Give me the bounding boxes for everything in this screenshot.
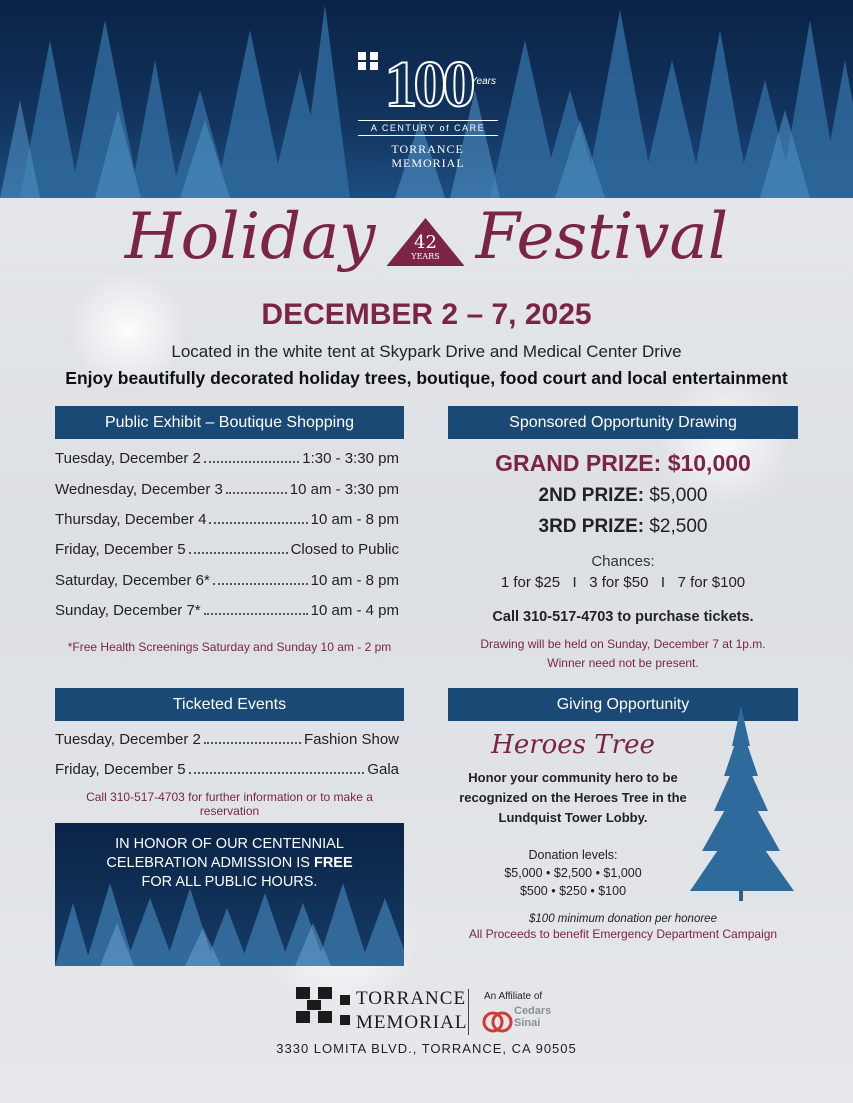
ticketed-event: Gala (367, 761, 399, 778)
chances-label: Chances: (591, 553, 655, 570)
proceeds-note: All Proceeds to benefit Emergency Department Campaign (468, 927, 778, 941)
schedule-hours: 10 am - 8 pm (310, 572, 399, 589)
second-prize-label: 2ND PRIZE: (538, 485, 645, 506)
cedars-line-2: Sinai (514, 1017, 541, 1029)
honor-line-3: FOR ALL PUBLIC HOURS. (141, 874, 318, 890)
grand-prize-label: GRAND PRIZE: (495, 450, 662, 476)
schedule-day: Thursday, December 4 (55, 511, 207, 528)
ticketed-day: Tuesday, December 2 (55, 731, 201, 748)
heroes-tree-title: Heroes Tree (491, 730, 655, 760)
schedule-day: Wednesday, December 3 (55, 481, 223, 498)
heroes-tree-icon (690, 706, 795, 901)
logo-century: A CENTURY of CARE (358, 120, 498, 136)
public-exhibit-header: Public Exhibit – Boutique Shopping (55, 406, 404, 439)
health-screening-note: *Free Health Screenings Saturday and Sunday 10 am - 2 pm (67, 640, 392, 654)
cedars-line-1: Cedars (514, 1005, 552, 1017)
ticketed-event: Fashion Show (303, 731, 399, 748)
centennial-logo (358, 48, 498, 170)
grand-prize-value: $10,000 (667, 450, 751, 476)
donation-levels-line-1: $5,000 • $2,500 • $1,000 (504, 866, 642, 880)
honor-line-2a: CELEBRATION ADMISSION IS (106, 855, 314, 871)
drawing-note-2: Winner need not be present. (547, 656, 699, 670)
third-prize-label: 3RD PRIZE: (538, 516, 645, 537)
schedule-day: Sunday, December 7* (55, 602, 201, 619)
ticketed-header: Ticketed Events (55, 688, 404, 721)
title-word-holiday: Holiday (124, 200, 376, 274)
ticketed-row (55, 731, 399, 748)
donation-levels-line-2: $500 • $250 • $100 (519, 884, 627, 898)
ticketed-day: Friday, December 5 (55, 761, 186, 778)
schedule-row (55, 511, 399, 528)
banner-org-line2: MEMORIAL (391, 156, 465, 170)
event-dates: DECEMBER 2 – 7, 2025 (261, 298, 592, 331)
title-word-festival: Festival (475, 200, 729, 274)
heroes-desc-line-2: recognized on the Heroes Tree in the (459, 790, 687, 805)
logo-100: 100 (384, 48, 472, 121)
schedule-row (55, 541, 399, 558)
honor-free: FREE (313, 855, 353, 871)
schedule-day: Saturday, December 6* (55, 572, 210, 589)
minimum-donation: $100 minimum donation per honoree (529, 913, 717, 925)
honor-text (55, 835, 404, 892)
honor-line-2 (55, 854, 404, 873)
badge-label: YEARS (411, 252, 440, 261)
heroes-tree-description (448, 768, 698, 828)
banner-org-logo (358, 142, 498, 170)
schedule-row (55, 450, 399, 467)
heroes-desc-line-3: Lundquist Tower Lobby. (498, 810, 648, 825)
cedars-sinai-name (514, 1005, 551, 1029)
schedule-hours: Closed to Public (290, 541, 399, 558)
honor-line-1: IN HONOR OF OUR CENTENNIAL (115, 836, 344, 852)
footer-org-line-1: TORRANCE (356, 988, 467, 1009)
banner-org-name (391, 142, 464, 170)
logo-years: Years (470, 76, 496, 87)
drawing-call: Call 310-517-4703 to purchase tickets. (492, 609, 754, 625)
donation-levels-label: Donation levels: (528, 848, 618, 862)
grand-prize (448, 450, 798, 477)
schedule-row (55, 572, 399, 589)
schedule-hours: 1:30 - 3:30 pm (302, 450, 399, 467)
ticketed-row (55, 761, 399, 778)
second-prize-value: $5,000 (649, 485, 708, 506)
footer-org-line-2: MEMORIAL (356, 1012, 468, 1033)
schedule-row (55, 602, 399, 619)
centennial-honor-box (55, 823, 404, 966)
ticketed-note: Call 310-517-4703 for further information or to make a reservation (86, 790, 373, 818)
festival-title (0, 200, 853, 274)
schedule-hours: 10 am - 8 pm (310, 511, 399, 528)
heroes-desc-line-1: Honor your community hero to be (468, 770, 678, 785)
banner-org-line1: TORRANCE (391, 142, 464, 156)
badge-number: 42 (414, 232, 437, 253)
drawing-note-1: Drawing will be held on Sunday, December 7 at 1p.m. (480, 637, 766, 651)
third-prize-value: $2,500 (649, 516, 708, 537)
schedule-day: Friday, December 5 (55, 541, 186, 558)
top-banner (0, 0, 853, 198)
footer-divider (468, 989, 469, 1035)
footer-org-name (356, 987, 467, 1035)
third-prize (448, 516, 798, 538)
giving-header: Giving Opportunity (448, 688, 798, 721)
years-badge (386, 206, 464, 268)
schedule-day: Tuesday, December 2 (55, 450, 201, 467)
schedule-row (55, 481, 399, 498)
event-tagline: Enjoy beautifully decorated holiday trees, boutique, food court and local entertainment (65, 368, 788, 388)
chances-list: 1 for $25 I 3 for $50 I 7 for $100 (500, 574, 746, 591)
second-prize (448, 485, 798, 507)
drawing-header: Sponsored Opportunity Drawing (448, 406, 798, 439)
affiliate-label: An Affiliate of (484, 991, 543, 1002)
schedule-hours: 10 am - 4 pm (310, 602, 399, 619)
schedule-hours: 10 am - 3:30 pm (289, 481, 399, 498)
torrance-memorial-icon (358, 52, 378, 70)
event-location: Located in the white tent at Skypark Drive and Medical Center Drive (171, 342, 682, 361)
footer-address: 3330 LOMITA BLVD., TORRANCE, CA 90505 (276, 1041, 577, 1056)
